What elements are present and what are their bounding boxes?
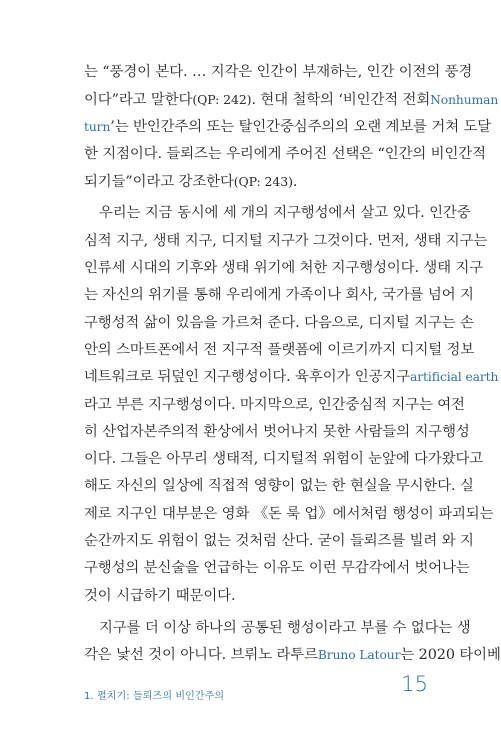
foreign-term: turn <box>84 119 111 134</box>
text-line <box>84 615 471 642</box>
line-text: 제로 지구인 대부분은 영화 《돈 룩 업》에서처럼 행성이 파괴되는 <box>84 505 494 522</box>
line-text: 이다”라고 말한다(QP: 242). 현대 철학의 ‘비인간적 전회Nonhuman <box>84 92 499 109</box>
citation: (QP: 242) <box>192 92 252 108</box>
line-text: 이다. 그들은 아무리 생태적, 디지털적 위험이 눈앞에 다가왔다고 <box>84 451 484 468</box>
line-text: 지구를 더 이상 하나의 공통된 행성이라고 부를 수 없다는 생 <box>99 619 471 636</box>
text-line <box>84 473 474 500</box>
line-text: turn’는 반인간주의 또는 탈인간중심주의의 오랜 계보를 거쳐 도달 <box>84 118 492 135</box>
text-line <box>84 419 470 446</box>
text-line <box>84 200 471 227</box>
text-line <box>84 59 473 86</box>
running-footer-chapter: 1. 펼치기: 들뢰즈의 비인간주의 <box>84 691 225 702</box>
body-text <box>84 59 501 670</box>
text-line <box>84 364 499 391</box>
line-text: 각은 낯선 것이 아니다. 브뤼노 라투르Bruno Latour는 2020 타이베 <box>84 647 501 664</box>
text-line <box>84 114 492 141</box>
text-line <box>84 310 474 337</box>
foreign-term: artificial earth <box>410 370 499 385</box>
line-text: 순간까지도 위험이 없는 것처럼 산다. 굳이 들뢰즈를 빌려 와 지 <box>84 533 474 550</box>
text-line <box>84 642 501 669</box>
text-line <box>84 337 475 364</box>
line-text: 되기들”이라고 강조한다(QP: 243). <box>84 174 298 191</box>
text-line <box>84 141 486 168</box>
line-text: 것이 시급하기 때문이다. <box>84 587 236 604</box>
line-text: 는 “풍경이 본다. … 지각은 인간이 부재하는, 인간 이전의 풍경 <box>84 64 473 80</box>
line-text: 심적 지구, 생태 지구, 디지털 지구가 그것이다. 먼저, 생태 지구는 <box>84 232 488 249</box>
line-text: 한 지점이다. 들뢰즈는 우리에게 주어진 선택은 “인간의 비인간적 <box>84 145 486 162</box>
text-line <box>84 255 484 282</box>
text-line <box>84 446 484 473</box>
paragraph-2 <box>84 200 499 609</box>
line-text: 구행성의 분신술을 언급하는 이유도 이런 무감각에서 벗어나는 <box>84 560 470 577</box>
text-line <box>84 583 420 610</box>
line-text: 구행성적 삶이 있음을 가르쳐 준다. 다음으로, 디지털 지구는 손 <box>84 314 474 331</box>
line-text: 인류세 시대의 기후와 생태 위기에 처한 지구행성이다. 생태 지구 <box>84 260 484 277</box>
text-line <box>84 392 465 419</box>
line-text: 히 산업자본주의적 환상에서 벗어나지 못한 사람들의 지구행성 <box>84 423 470 440</box>
line-text: 해도 자신의 일상에 직접적 영향이 없는 한 현실을 무시한다. 실 <box>84 478 474 495</box>
text-line <box>84 228 488 255</box>
text-line <box>84 501 494 528</box>
line-text: 는 자신의 위기를 통해 우리에게 가족이나 회사, 국가를 넘어 지 <box>84 287 474 304</box>
paragraph-1 <box>84 59 499 195</box>
citation: (QP: 243) <box>233 174 293 190</box>
line-text: 안의 스마트폰에서 전 지구적 플랫폼에 이르기까지 디지털 정보 <box>84 341 475 358</box>
text-line <box>84 528 474 555</box>
foreign-term: Nonhuman <box>430 93 499 108</box>
text-line <box>84 555 470 582</box>
page-number: 15 <box>401 672 428 696</box>
text-line <box>84 282 474 309</box>
paragraph-3 <box>84 615 501 670</box>
line-text: 네트워크로 뒤덮인 지구행성이다. 육후이가 인공지구artificial earth <box>84 369 499 386</box>
text-line <box>84 86 499 113</box>
line-text: 라고 부른 지구행성이다. 마지막으로, 인간중심적 지구는 여전 <box>84 396 465 413</box>
line-text: 우리는 지금 동시에 세 개의 지구행성에서 살고 있다. 인간중 <box>99 205 471 222</box>
text-line <box>84 168 420 195</box>
foreign-term: Bruno Latour <box>317 648 401 663</box>
